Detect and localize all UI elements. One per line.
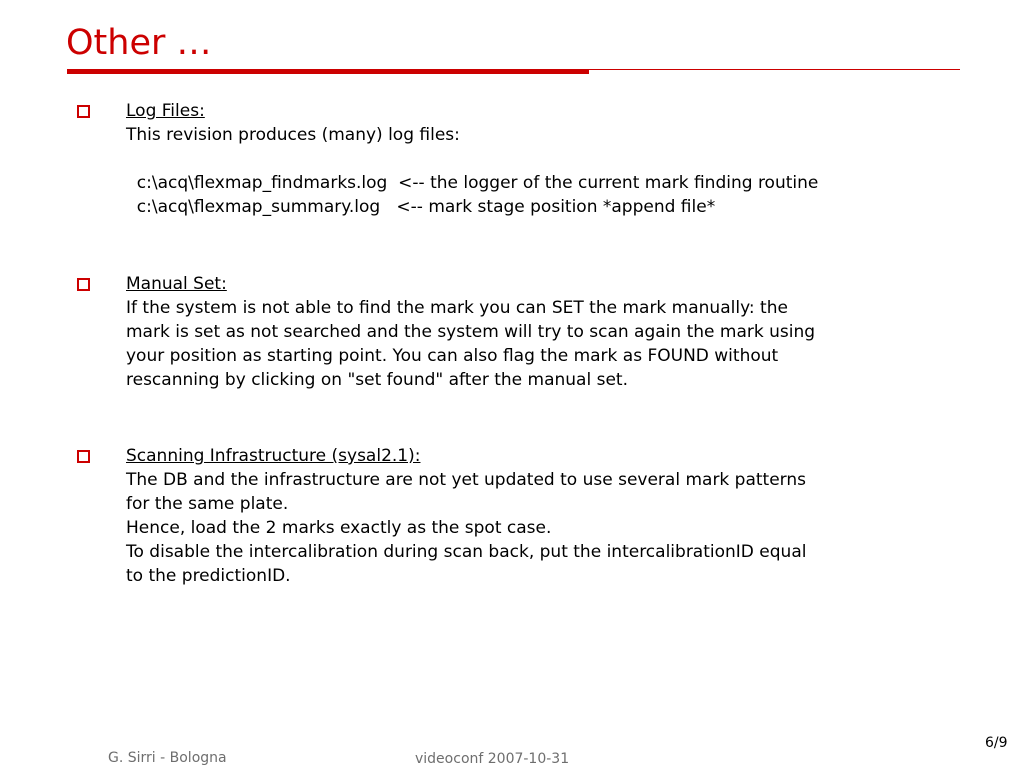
slide-title: Other … (66, 23, 212, 63)
section-text-line: To disable the intercalibration during scan back, put the intercalibrationID equal (126, 542, 807, 562)
section-text-line: The DB and the infrastructure are not yet updated to use several mark patterns (126, 470, 806, 490)
section-text-line: for the same plate. (126, 494, 289, 514)
hollow-square-bullet-icon (77, 278, 90, 291)
section-heading: Scanning Infrastructure (sysal2.1): (126, 446, 421, 466)
section-text-line: rescanning by clicking on "set found" after the manual set. (126, 370, 628, 390)
section-text-line: Hence, load the 2 marks exactly as the spot case. (126, 518, 552, 538)
section-text-line: c:\acq\flexmap_findmarks.log <-- the logger of the current mark finding routine (126, 173, 819, 193)
section-text-line: c:\acq\flexmap_summary.log <-- mark stage position *append file* (126, 197, 716, 217)
section-text-line: to the predictionID. (126, 566, 291, 586)
section-text-line: If the system is not able to find the mark you can SET the mark manually: the (126, 298, 788, 318)
title-underline-thin (589, 69, 960, 70)
hollow-square-bullet-icon (77, 450, 90, 463)
section-text-line: mark is set as not searched and the system will try to scan again the mark using (126, 322, 816, 342)
hollow-square-bullet-icon (77, 105, 90, 118)
section-heading: Manual Set: (126, 274, 227, 294)
footer-event: videoconf 2007-10-31 (415, 751, 570, 767)
section-text-line: This revision produces (many) log files: (126, 125, 460, 145)
title-underline-thick (67, 69, 589, 74)
section-text-line: your position as starting point. You can also flag the mark as FOUND without (126, 346, 779, 366)
page-number: 6/9 (985, 735, 1008, 751)
section-heading: Log Files: (126, 101, 205, 121)
footer-author: G. Sirri - Bologna (108, 750, 227, 766)
